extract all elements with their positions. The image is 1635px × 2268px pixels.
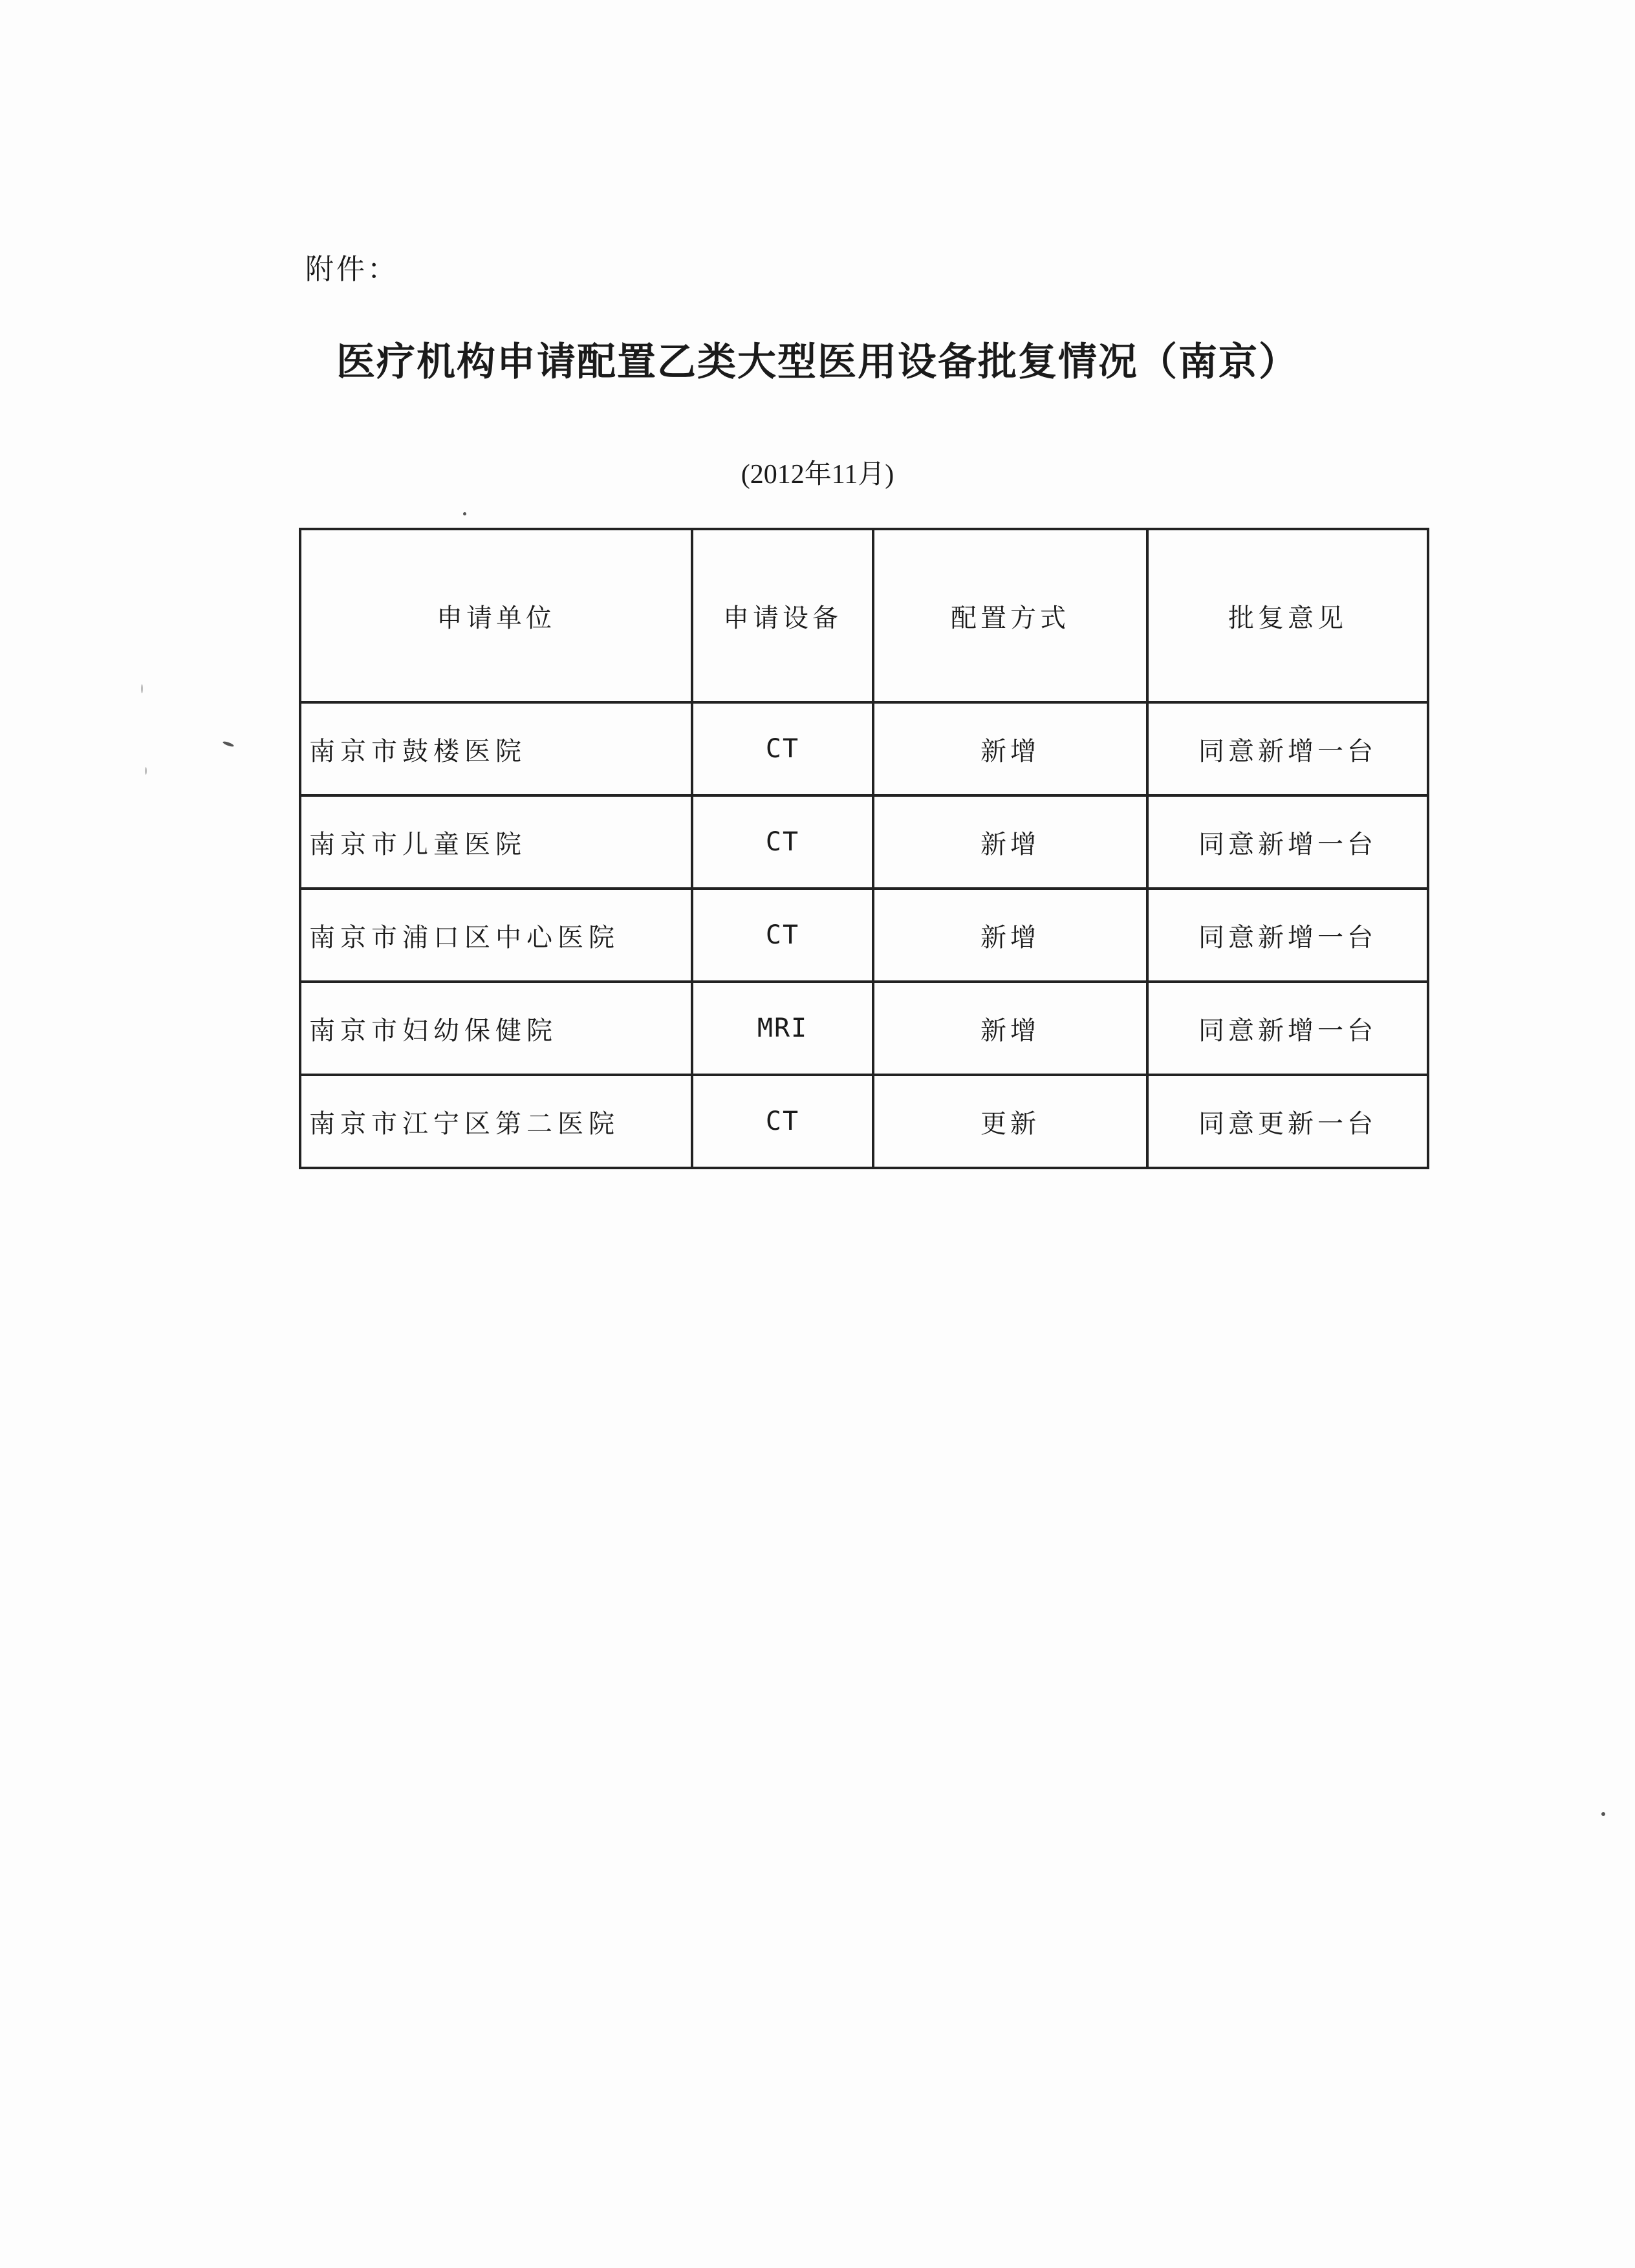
cell-equipment: CT [692,1075,873,1168]
approval-table [299,528,1429,1169]
cell-unit: 南京市浦口区中心医院 [300,889,692,982]
scan-speck [1601,1812,1605,1816]
table-row [300,1075,1428,1168]
attachment-label: 附件： [305,253,398,286]
header-config-method: 配置方式 [873,529,1147,702]
cell-opinion: 同意新增一台 [1147,889,1428,982]
cell-unit: 南京市儿童医院 [300,795,692,889]
table-row [300,702,1428,795]
cell-method: 新增 [873,889,1147,982]
header-applicant-unit: 申请单位 [300,529,692,702]
table-row [300,982,1428,1075]
cell-opinion: 同意新增一台 [1147,982,1428,1075]
cell-opinion: 同意新增一台 [1147,795,1428,889]
table-row [300,889,1428,982]
header-approval-opinion: 批复意见 [1147,529,1428,702]
cell-equipment: CT [692,889,873,982]
table-row [300,795,1428,889]
scan-speck [463,512,466,515]
scan-speck [145,767,147,775]
cell-unit: 南京市江宁区第二医院 [300,1075,692,1168]
cell-equipment: MRI [692,982,873,1075]
cell-method: 新增 [873,795,1147,889]
cell-equipment: CT [692,795,873,889]
document-date: (2012年11月) [741,460,894,490]
cell-opinion: 同意新增一台 [1147,702,1428,795]
header-equipment: 申请设备 [692,529,873,702]
scan-speck [222,740,235,748]
scan-speck [141,684,143,693]
cell-equipment: CT [692,702,873,795]
cell-unit: 南京市妇幼保健院 [300,982,692,1075]
cell-method: 更新 [873,1075,1147,1168]
cell-method: 新增 [873,702,1147,795]
cell-method: 新增 [873,982,1147,1075]
cell-opinion: 同意更新一台 [1147,1075,1428,1168]
document-title: 医疗机构申请配置乙类大型医用设备批复情况（南京） [336,340,1299,385]
cell-unit: 南京市鼓楼医院 [300,702,692,795]
table-header-row [300,529,1428,702]
